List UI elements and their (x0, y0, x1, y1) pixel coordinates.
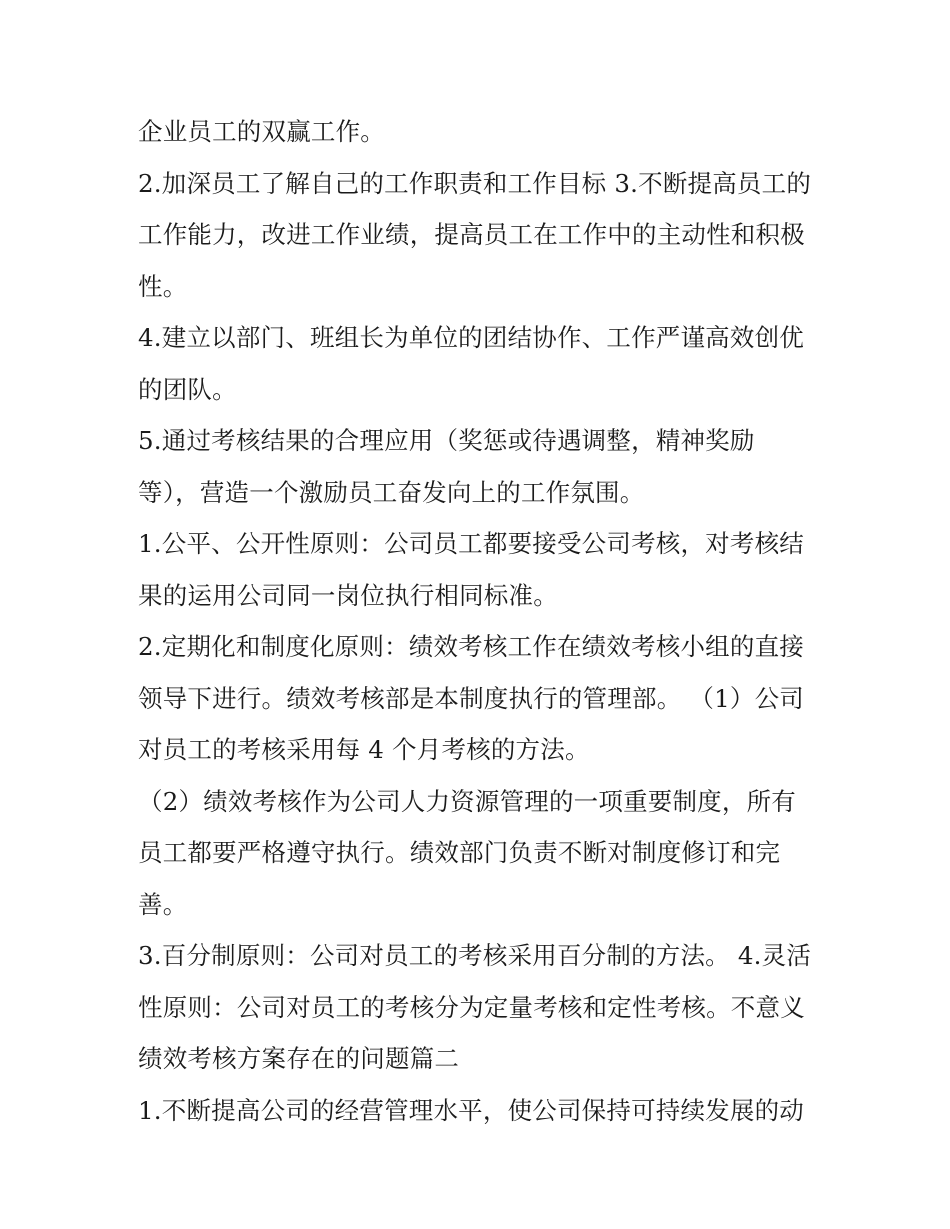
text-line: 领导下进行。绩效考核部是本制度执行的管理部。 （1）公司 (138, 683, 804, 713)
text-line: 的团队。 (138, 374, 237, 404)
text-line: 1.不断提高公司的经营管理水平，使公司保持可持续发展的动 (138, 1095, 804, 1125)
text-line: 对员工的考核采用每 4 个月考核的方法。 (138, 735, 590, 764)
text-line: 等），营造一个激励员工奋发向上的工作氛围。 (138, 477, 645, 507)
text-line: 4.建立以部门、班组长为单位的团结协作、工作严谨高效创优 (138, 323, 804, 352)
text-line: 2.加深员工了解自己的工作职责和工作目标 3.不断提高员工的 (138, 168, 812, 198)
text-line: 工作能力，改进工作业绩，提高员工在工作中的主动性和积极 (138, 220, 805, 249)
text-line: 绩效考核方案存在的问题篇二 (138, 1044, 460, 1073)
text-line: 员工都要严格遵守执行。绩效部门负责不断对制度修订和完 (138, 838, 781, 867)
text-line: 3.百分制原则：公司对员工的考核采用百分制的方法。 4.灵活 (138, 941, 812, 970)
text-line: 5.通过考核结果的合理应用（奖惩或待遇调整，精神奖励 (138, 426, 755, 455)
text-line: 果的运用公司同一岗位执行相同标准。 (138, 580, 558, 610)
text-line: 企业员工的双赢工作。 (138, 117, 385, 146)
text-line: 性。 (138, 271, 188, 301)
document-body (138, 106, 818, 1136)
text-line: 2.定期化和制度化原则：绩效考核工作在绩效考核小组的直接 (138, 632, 804, 661)
text-line: 1.公平、公开性原则：公司员工都要接受公司考核，对考核结 (138, 529, 804, 558)
text-line: 善。 (138, 889, 188, 919)
text-line: 性原则：公司对员工的考核分为定量考核和定性考核。不意义 (138, 992, 805, 1022)
text-line: （2）绩效考核作为公司人力资源管理的一项重要制度，所有 (138, 786, 796, 816)
